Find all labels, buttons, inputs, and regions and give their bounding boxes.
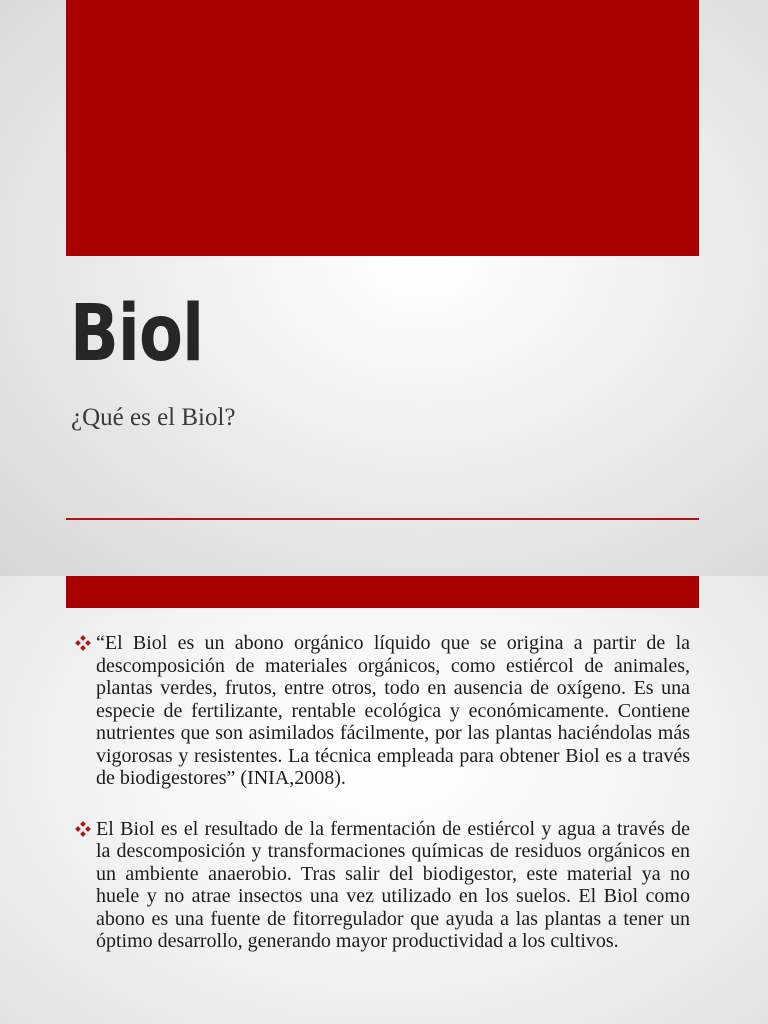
title-divider [66,518,699,520]
header-red-band [66,576,699,608]
list-item [74,818,690,953]
bullet-text: “El Biol es un abono orgánico líquido que se origina a partir de la descomposición de materiales orgánicos, como estiércol de animales, plantas verdes, frutos, entre otros, todo en ausencia de oxígeno. Es una especie de fertilizante, rentable ecológica y económicamente. Contiene nutrientes que son asimilados fácilmente, por las plantas haciéndolas más vigorosas y resistentes. La técnica empleada para obtener Biol es a través de biodigestores” (INIA,2008). [96,632,690,789]
bullet-list [74,632,690,981]
slide-title: Biol [70,289,204,379]
content-slide [0,576,768,1024]
bullet-text: El Biol es el resultado de la fermentación de estiércol y agua a través de la descomposición y transformaciones químicas de residuos orgánicos en un ambiente anaerobio. Tras salir del biodigestor, este material ya no huele y no atrae insectos una vez utilizado en los suelos. El Biol como abono es una fuente de fitorregulador que ayuda a las plantas a tener un óptimo desarrollo, generando mayor productividad a los cultivos. [96,817,690,952]
list-item [74,632,690,790]
header-red-block [66,0,699,256]
diamond-bullet-icon [74,821,92,837]
diamond-bullet-icon [74,635,92,651]
slide-subtitle: ¿Qué es el Biol? [71,404,236,431]
